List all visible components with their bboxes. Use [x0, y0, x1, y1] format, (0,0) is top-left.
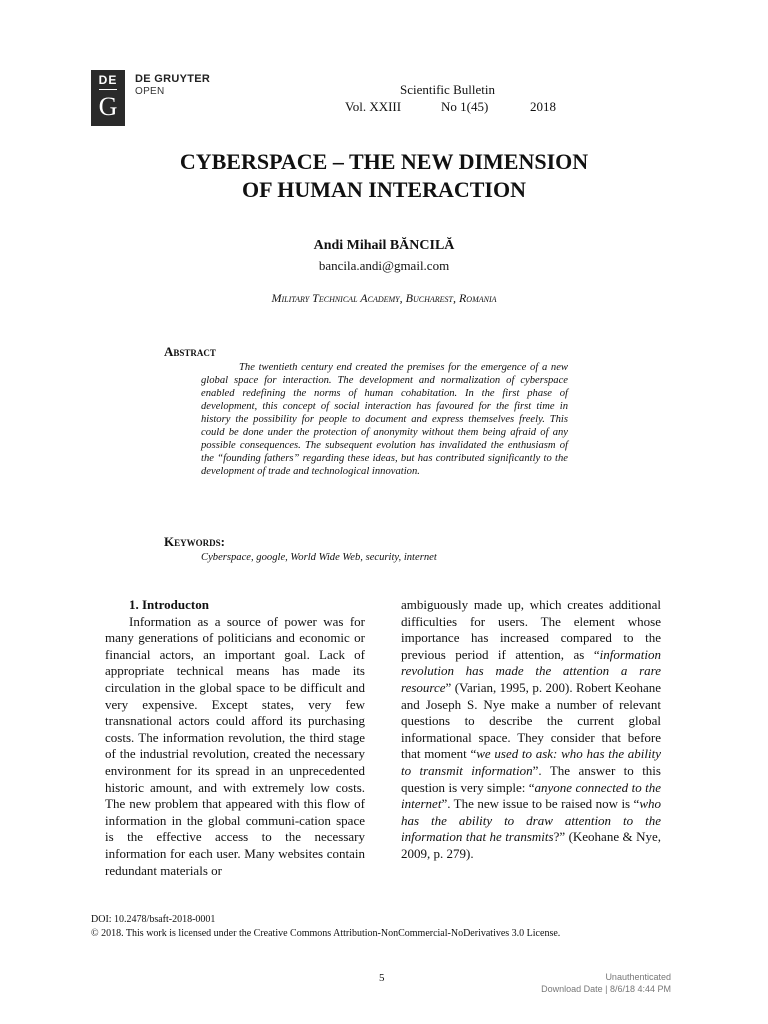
journal-volume: Vol. XXIII	[345, 99, 402, 114]
body-paragraph-right: ambiguously made up, which creates additional difficulties for users. The element whose importance has increased compared to the previous period if attention, as “information revolution has made the attention a rare resource” (Varian, 1995, p. 200). Robert Keohane and Joseph S. Nye make a number of relevant questions to describe the current global informational space. They consider that before that moment “we used to ask: who has the ability to transmit information”. The answer to this question is very simple: “anyone connected to the internet”. The new issue to be raised now is “who has the ability to draw attention to the information that he transmits?” (Keohane & Nye, 2009, p. 279).	[401, 597, 661, 861]
abstract-heading: Abstract	[164, 344, 216, 359]
logo-g-mark: G	[98, 92, 118, 121]
page-number: 5	[379, 972, 385, 984]
body-column-right	[401, 597, 661, 863]
publisher-sub: OPEN	[135, 86, 165, 97]
keywords-text: Cyberspace, google, World Wide Web, security, internet	[201, 552, 437, 563]
section-heading: 1. Introducton	[129, 597, 209, 612]
logo-rule	[99, 89, 117, 90]
doi-line: DOI: 10.2478/bsaft-2018-0001	[91, 914, 216, 925]
paper-title	[80, 148, 688, 204]
title-line-1: CYBERSPACE – THE NEW DIMENSION	[179, 149, 589, 174]
title-line-2: OF HUMAN INTERACTION	[242, 177, 526, 202]
abstract-text: The twentieth century end created the premises for the emergence of a new global space for interaction. The development and normalization of cyberspace enabled redefining the norms of human cohabitation. In the first phase of development, this concept of social interaction has favoured for the first time in history the possibility for people to document and express themselves freely. This could be done under the protection of anonymity without them being afraid of any possible consequences. The subsequent evolution has invalidated the enthusiasm of the “founding fathers” regarding these ideas, but has contributed significantly to the development of trade and technological innovation.	[201, 362, 568, 478]
journal-number: No 1(45)	[441, 99, 489, 114]
publisher-logo	[91, 70, 125, 126]
logo-de-mark: DE	[98, 73, 118, 87]
publisher-name: DE GRUYTER	[135, 73, 211, 85]
body-paragraph-left: Information as a source of power was for many generations of politicians and economic or financial actors, an important goal. Lack of appropriate technical means has made its circulation in the global space to be difficult and very expensive. Except states, very few transnational actors could afford its purchasing costs. The information revolution, the third stage of the industrial revolution, created the necessary environment for its spread in an unprecedented historic amount, and with extremely low costs. The new problem that appeared with this flow of information in the global communi-cation space is the effective access to the necessary information for each user. Many websites contain redundant materials or	[105, 613, 365, 878]
download-date: Download Date | 8/6/18 4:44 PM	[541, 984, 671, 994]
journal-name: Scientific Bulletin	[400, 82, 495, 97]
journal-year: 2018	[530, 99, 556, 114]
keywords-heading: Keywords:	[164, 534, 225, 549]
license-line: © 2018. This work is licensed under the Creative Commons Attribution-NonCommercial-NoDerivatives 3.0 License.	[91, 928, 561, 939]
unauthenticated-watermark: Unauthenticated	[605, 972, 671, 982]
author-name: Andi Mihail BĂNCILĂ	[313, 238, 455, 253]
author-email: bancila.andi@gmail.com	[318, 258, 450, 273]
author-affiliation: Military Technical Academy, Bucharest, Romania	[271, 291, 497, 305]
body-column-left	[105, 597, 365, 879]
